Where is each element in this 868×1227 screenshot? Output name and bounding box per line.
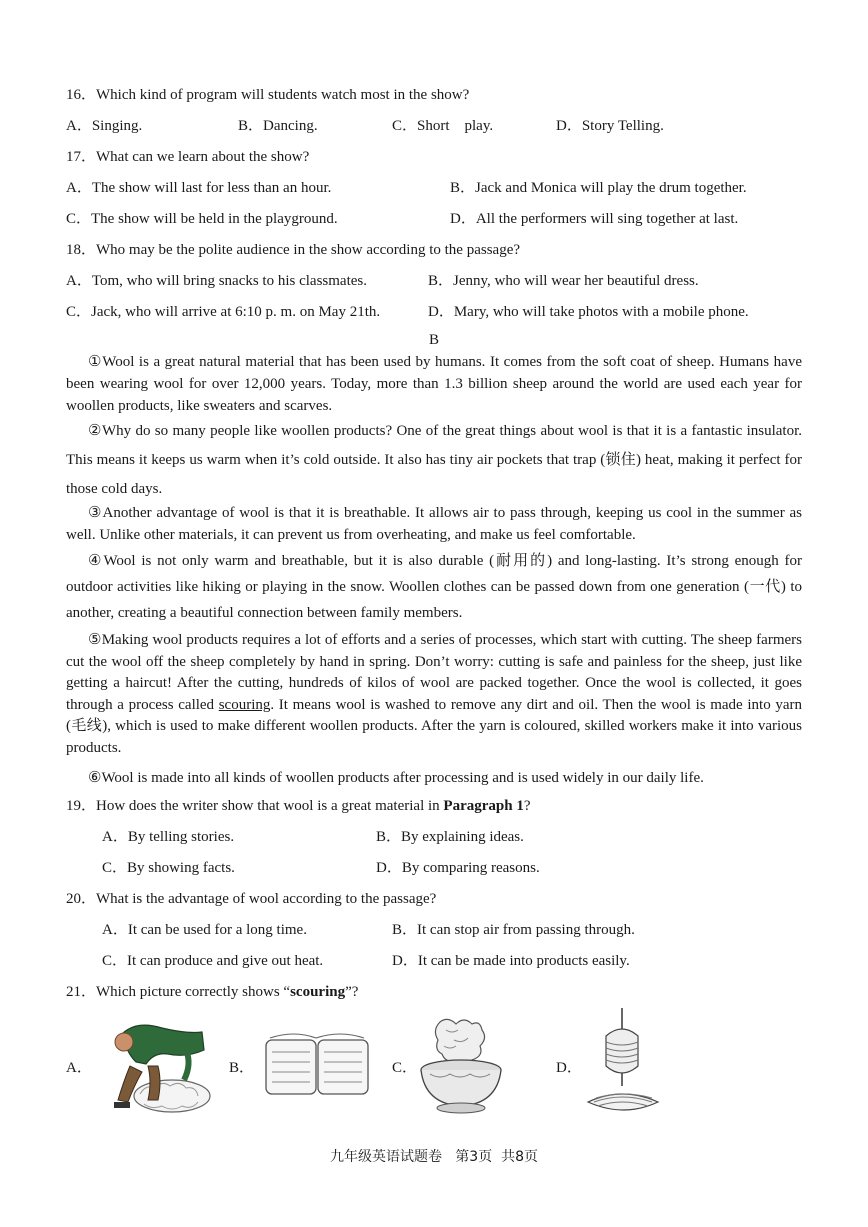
passage-paragraph-4: ④Wool is not only warm and breathable, but it is also durable (耐用的) and long-lasting. It’s strong enough for outdoor activities like hiking or playing in the snow. Woollen clothes can be passed down from one generation (一代) to another, creating a beautiful connection between family members. xyxy=(66,553,802,621)
passage-paragraph-6: ⑥Wool is made into all kinds of woollen products after processing and is used widely in our daily life. xyxy=(88,770,704,786)
question-21-option-a: A． xyxy=(66,1060,92,1076)
question-16-option-b: B．Dancing. xyxy=(238,118,318,134)
question-21-option-d: D． xyxy=(556,1060,582,1076)
question-19-stem xyxy=(66,796,531,816)
paragraph-5-text-end: . It means wool is washed to remove any dirt and oil. Then the wool is made into yarn (毛线), which is used to make different woollen products. After the yarn is coloured, skilled workers make it into various products. xyxy=(66,696,802,756)
q19-stem-bold: Paragraph 1 xyxy=(443,798,524,814)
wool-washing-tub-illustration xyxy=(418,1016,504,1116)
passage-paragraph-3: ③Another advantage of wool is that it is breathable. It allows air to pass through, keeping us cool in the summer as well. Unlike other materials, it can prevent us from overheating, and make us feel comfortable. xyxy=(66,505,802,543)
scouring-term: scouring xyxy=(218,696,271,713)
question-20-option-a: A．It can be used for a long time. xyxy=(102,922,307,938)
question-16-option-d: D．Story Telling. xyxy=(556,118,664,134)
q21-stem-text: 21．Which picture correctly shows “ xyxy=(66,984,291,1000)
question-20-stem: 20．What is the advantage of wool according to the passage? xyxy=(66,891,437,907)
question-19-option-a: A．By telling stories. xyxy=(102,829,235,845)
question-18-option-a: A．Tom, who will bring snacks to his classmates. xyxy=(66,273,368,289)
question-19-option-d: D．By comparing reasons. xyxy=(376,860,540,876)
wool-bales-illustration xyxy=(262,1030,372,1100)
question-19-option-b: B．By explaining ideas. xyxy=(376,829,524,845)
question-18-stem: 18．Who may be the polite audience in the show according to the passage? xyxy=(66,242,521,258)
question-17-option-d: D．All the performers will sing together at last. xyxy=(450,211,739,227)
question-20-option-d: D．It can be made into products easily. xyxy=(392,953,630,969)
section-heading: B xyxy=(428,332,439,348)
page-footer: 九年级英语试题卷 第3页 共8页 xyxy=(329,1149,539,1165)
q19-stem-end: ? xyxy=(523,798,531,814)
question-16-option-a: A．Singing. xyxy=(66,118,143,134)
question-21-option-c: C． xyxy=(392,1060,418,1076)
passage-paragraph-5 xyxy=(66,630,802,759)
q19-stem-text: 19．How does the writer show that wool is a great material in xyxy=(66,798,444,814)
question-20-option-b: B．It can stop air from passing through. xyxy=(392,922,635,938)
question-17-option-a: A．The show will last for less than an hour. xyxy=(66,180,332,196)
passage-paragraph-1: ①Wool is a great natural material that has been used by humans. It comes from the soft coat of sheep. Humans have been wearing wool for over 12,000 years. Today, more than 1.3 billion sheep around the world are used each year for woollen products, like sweaters and scarves. xyxy=(66,354,802,414)
passage-paragraph-2: ②Why do so many people like woollen products? One of the great things about wool is that it is a fantastic insulator. This means it keeps us warm when it’s cold outside. It also has tiny air pockets that trap (锁住) heat, making it perfect for those cold days. xyxy=(66,423,802,497)
question-17-option-c: C．The show will be held in the playground. xyxy=(66,211,338,227)
question-20-option-c: C．It can produce and give out heat. xyxy=(102,953,324,969)
question-16-stem: 16．Which kind of program will students watch most in the show? xyxy=(66,87,470,103)
question-18-option-c: C．Jack, who will arrive at 6:10 p. m. on May 21th. xyxy=(66,304,381,320)
question-19-option-c: C．By showing facts. xyxy=(102,860,235,876)
question-17-stem: 17．What can we learn about the show? xyxy=(66,149,310,165)
question-18-option-b: B．Jenny, who will wear her beautiful dress. xyxy=(428,273,699,289)
question-21-option-b: B． xyxy=(229,1060,255,1076)
question-17-option-b: B．Jack and Monica will play the drum together. xyxy=(450,180,747,196)
q21-stem-bold: scouring xyxy=(290,984,346,1000)
question-18-option-d: D．Mary, who will take photos with a mobile phone. xyxy=(428,304,749,320)
sheep-shearing-illustration xyxy=(100,1020,216,1116)
q21-stem-end: ”? xyxy=(345,984,359,1000)
paragraph-5-text-start: ⑤Making wool products requires a lot of efforts and a series of processes, which start with cutting. The sheep farmers cut the wool off the sheep completely by hand in spring. Don’t worry: cutting is safe and painless for the sheep, just like getting a haircut! After the cutting, hundreds of kilos of wool are packed together. Once the wool is collected, it goes through a process called xyxy=(66,632,802,713)
question-16-option-c: C．Short play. xyxy=(392,118,494,134)
yarn-spindle-illustration xyxy=(584,1006,662,1122)
question-21-stem xyxy=(66,982,358,1002)
